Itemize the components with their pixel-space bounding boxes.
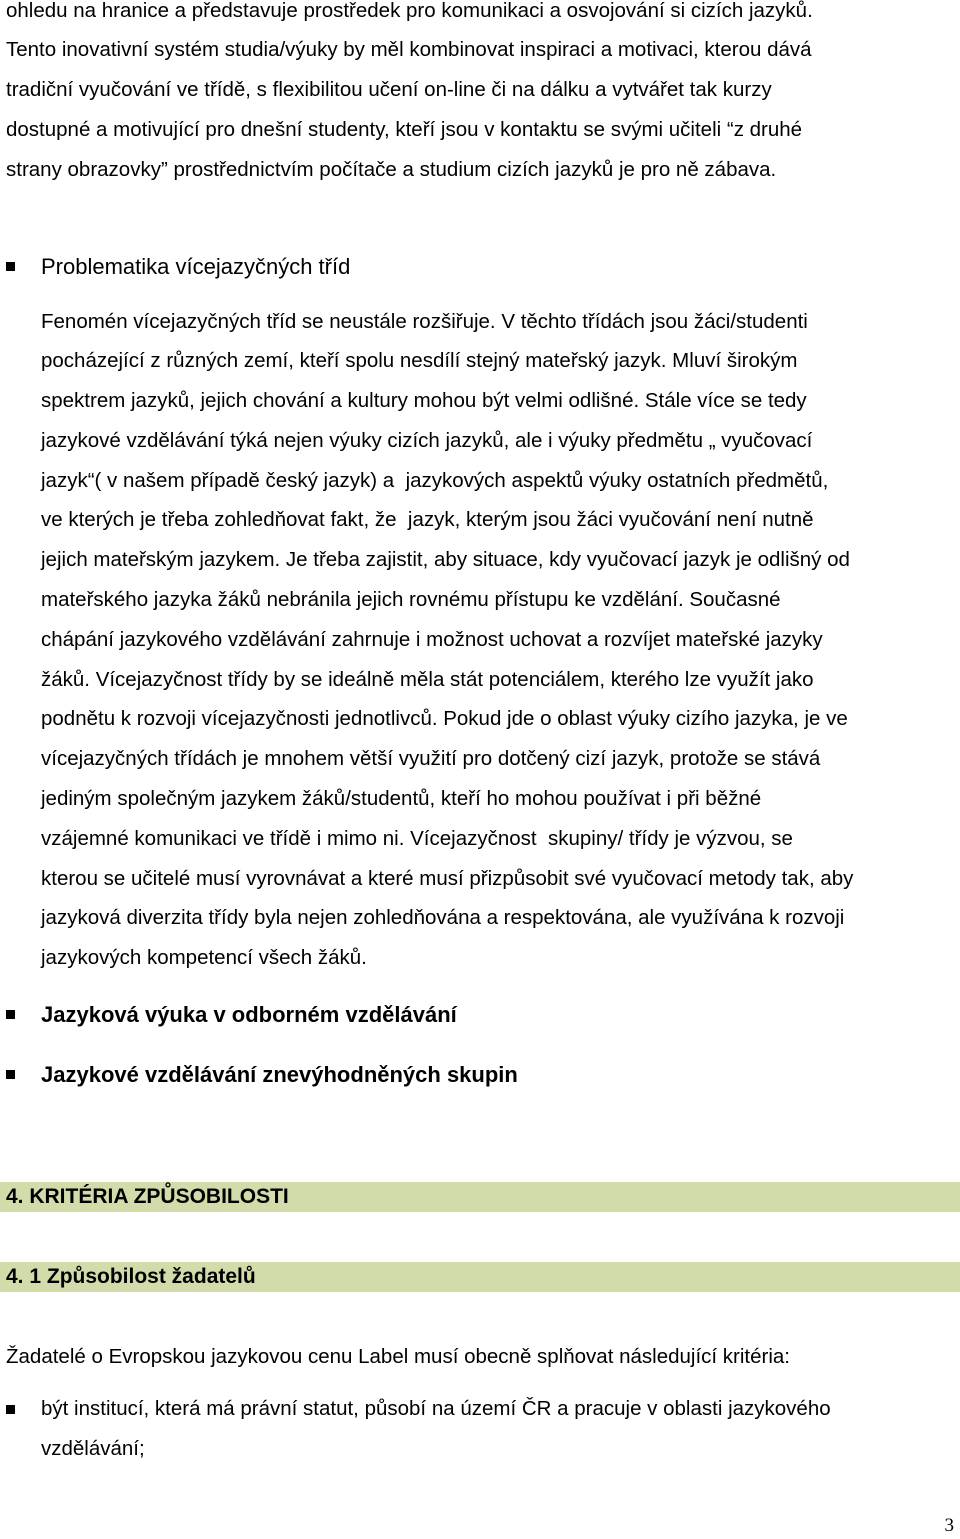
intro-line: dostupné a motivující pro dnešní studenty, kteří jsou v kontaktu se svými učiteli “z druhé bbox=[6, 118, 803, 141]
body-line: jejich mateřským jazykem. Je třeba zajistit, aby situace, kdy vyučovací jazyk je odlišný od bbox=[41, 548, 850, 571]
body-line: vzájemné komunikaci ve třídě i mimo ni. Vícejazyčnost skupiny/ třídy je výzvou, se bbox=[41, 827, 793, 850]
body-line: žáků. Vícejazyčnost třídy by se ideálně měla stát potenciálem, kterého lze využít jako bbox=[41, 668, 814, 691]
body-line: jazyková diverzita třídy byla nejen zohledňována a respektována, ale využívána k rozvoji bbox=[41, 906, 845, 929]
page-number: 3 bbox=[944, 1515, 954, 1536]
bullet-icon bbox=[6, 262, 15, 271]
body-line: jazyk“( v našem případě český jazyk) a jazykových aspektů výuky ostatních předmětů, bbox=[41, 469, 829, 492]
subsection-title: 4. 1 Způsobilost žadatelů bbox=[6, 1265, 256, 1288]
body-line: podnětu k rozvoji vícejazyčnosti jednotlivců. Pokud jde o oblast výuky cizího jazyka, je ve bbox=[41, 707, 848, 730]
section-title-bar bbox=[0, 1182, 960, 1212]
section-title: 4. KRITÉRIA ZPŮSOBILOSTI bbox=[6, 1185, 289, 1208]
body-line: jediným společným jazykem žáků/studentů, kteří ho mohou používat i při běžné bbox=[41, 787, 762, 810]
body-line: Fenomén vícejazyčných tříd se neustále rozšiřuje. V těchto třídách jsou žáci/studenti bbox=[41, 310, 808, 333]
bold-item: Jazykové vzdělávání znevýhodněných skupin bbox=[41, 1062, 518, 1087]
criteria-intro: Žadatelé o Evropskou jazykovou cenu Label musí obecně splňovat následující kritéria: bbox=[6, 1345, 791, 1368]
body-line: chápání jazykového vzdělávání zahrnuje i možnost uchovat a rozvíjet mateřské jazyky bbox=[41, 628, 823, 651]
body-line: vícejazyčných třídách je mnohem větší využití pro dotčený cizí jazyk, protože se stává bbox=[41, 747, 821, 770]
bold-item: Jazyková výuka v odborném vzdělávání bbox=[41, 1002, 457, 1027]
intro-line: strany obrazovky” prostřednictvím počítače a studium cizích jazyků je pro ně zábava. bbox=[6, 158, 777, 181]
bullet-icon bbox=[6, 1070, 15, 1079]
body-line: ve kterých je třeba zohledňovat fakt, že jazyk, kterým jsou žáci vyučování není nutně bbox=[41, 508, 814, 531]
body-line: mateřského jazyka žáků nebránila jejich rovnému přístupu ke vzdělání. Současné bbox=[41, 588, 781, 611]
body-line: kterou se učitelé musí vyrovnávat a které musí přizpůsobit své vyučovací metody tak, aby bbox=[41, 867, 854, 890]
intro-line: Tento inovativní systém studia/výuky by měl kombinovat inspiraci a motivaci, kterou dává bbox=[6, 38, 812, 61]
intro-line: ohledu na hranice a představuje prostředek pro komunikaci a osvojování si cizích jazyků. bbox=[6, 0, 813, 22]
criteria-line: vzdělávání; bbox=[41, 1437, 145, 1460]
section-heading: Problematika vícejazyčných tříd bbox=[41, 254, 351, 279]
criteria-line: být institucí, která má právní statut, působí na území ČR a pracuje v oblasti jazykového bbox=[41, 1397, 831, 1420]
bullet-icon bbox=[6, 1010, 15, 1019]
bullet-icon bbox=[6, 1405, 15, 1414]
body-line: spektrem jazyků, jejich chování a kultury mohou být velmi odlišné. Stále více se tedy bbox=[41, 389, 807, 412]
body-line: jazykových kompetencí všech žáků. bbox=[41, 946, 367, 969]
subsection-title-bar bbox=[0, 1262, 960, 1292]
body-line: jazykové vzdělávání týká nejen výuky cizích jazyků, ale i výuky předmětu „ vyučovací bbox=[41, 429, 813, 452]
intro-line: tradiční vyučování ve třídě, s flexibilitou učení on-line či na dálku a vytvářet tak kurzy bbox=[6, 78, 772, 101]
body-line: pocházející z různých zemí, kteří spolu nesdílí stejný mateřský jazyk. Mluví širokým bbox=[41, 349, 798, 372]
